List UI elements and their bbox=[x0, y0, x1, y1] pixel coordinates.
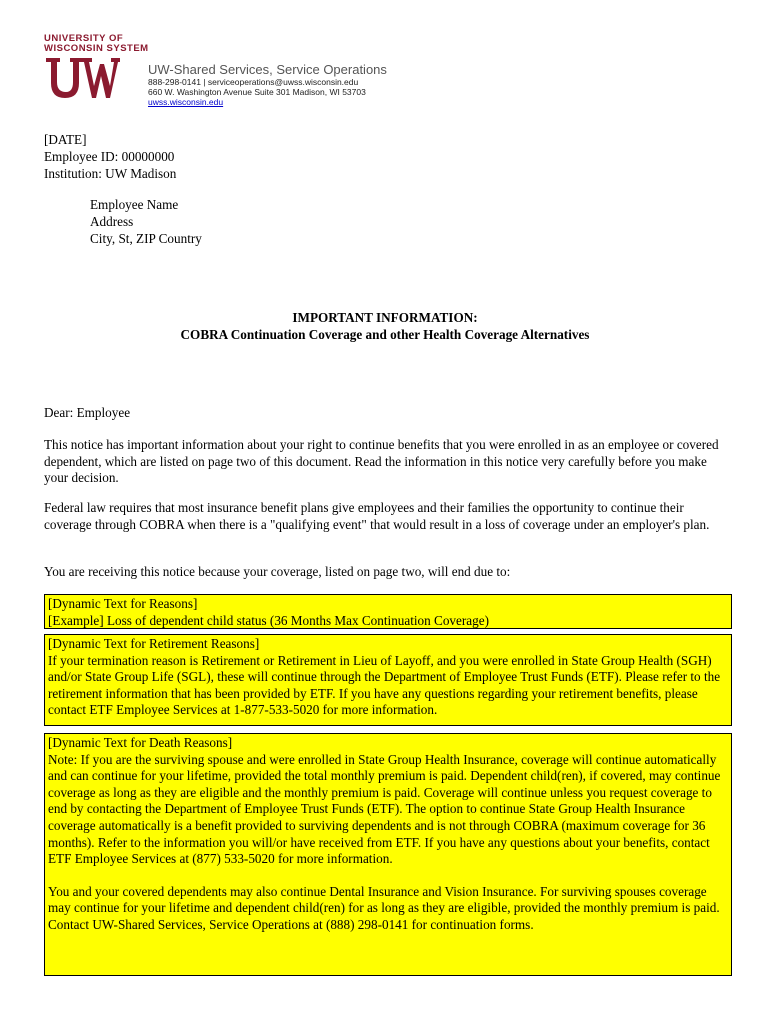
document-title: IMPORTANT INFORMATION: bbox=[292, 310, 478, 325]
logo-text-line1: UNIVERSITY OF bbox=[44, 33, 124, 44]
uw-logo-mark bbox=[44, 56, 120, 100]
institution: Institution: UW Madison bbox=[44, 166, 177, 181]
intro-paragraph: This notice has important information about your right to continue benefits that you were enrolled in as an employee or covered dependent, which are listed on page two of this document. Read the information in this notice very carefully before you make your decision. bbox=[44, 437, 719, 485]
federal-law-paragraph: Federal law requires that most insurance benefit plans give employees and their families the opportunity to continue their coverage through COBRA when there is a "qualifying event" that would result in a loss of coverage under an employer's plan. bbox=[44, 500, 710, 532]
letter-date: [DATE] bbox=[44, 132, 87, 147]
retirement-text: If your termination reason is Retirement or Retirement in Lieu of Layoff, and you were enrolled in State Group Health (SGH) and/or State Group Life (SGL), these will continue through the Department of Employee Trust Funds (ETF). Please refer to the retirement information that has been provided by ETF. If you have any questions regarding your retirement benefits, please contact ETF Employee Services at 1-877-533-5020 for more information. bbox=[48, 652, 721, 718]
employee-id: Employee ID: 00000000 bbox=[44, 149, 175, 164]
letterhead-contact: 888-298-0141 | serviceoperations@uwss.wisconsin.edu bbox=[148, 77, 359, 87]
death-heading: [Dynamic Text for Death Reasons] bbox=[48, 735, 233, 750]
letterhead-organization: UW-Shared Services, Service Operations bbox=[148, 62, 387, 77]
death-note-text: Note: If you are the surviving spouse and were enrolled in State Group Health Insurance, coverage will continue automatically and can continue for your lifetime, provided the total monthly premium is paid. Dependent child(ren), if covered, may continue coverage as long as they are eligible and the monthly premium is paid. Coverage will continue unless you request coverage to end by contacting the Department of Employee Trust Funds (ETF). The option to continue State Group Health Insurance coverage automatically is a benefit provided to surviving dependents and is not through COBRA (maximum coverage for 36 months). Refer to the information you will/or have received from ETF. If you have any questions about your benefits, contact ETF Employee Services at (877) 533-5020 for more information. bbox=[48, 751, 721, 867]
university-logo bbox=[44, 33, 149, 100]
logo-text-line2: WISCONSIN SYSTEM bbox=[44, 43, 149, 54]
retirement-heading: [Dynamic Text for Retirement Reasons] bbox=[48, 636, 260, 651]
death-dental-vision-text: You and your covered dependents may also continue Dental Insurance and Vision Insurance. For surviving spouses coverage may continue for your lifetime and dependent child(ren) for as long as they are eligible, provided the monthly premium is paid. Contact UW-Shared Services, Service Operations at (888) 298-0141 for continuation forms. bbox=[48, 883, 720, 932]
retirement-reasons-box bbox=[44, 634, 732, 726]
document-subtitle: COBRA Continuation Coverage and other Health Coverage Alternatives bbox=[180, 327, 590, 342]
letterhead-address: 660 W. Washington Avenue Suite 301 Madison, WI 53703 bbox=[148, 87, 366, 97]
letterhead-website-link[interactable]: uwss.wisconsin.edu bbox=[148, 97, 224, 107]
letterhead bbox=[148, 62, 387, 107]
recipient-city: City, St, ZIP Country bbox=[90, 231, 202, 246]
recipient-name: Employee Name bbox=[90, 197, 179, 212]
reasons-heading: [Dynamic Text for Reasons] bbox=[48, 596, 198, 611]
reasons-box bbox=[44, 594, 732, 629]
recipient-address: Address bbox=[90, 214, 134, 229]
reason-intro-paragraph: You are receiving this notice because your coverage, listed on page two, will end due to: bbox=[44, 564, 511, 579]
salutation: Dear: Employee bbox=[44, 405, 131, 420]
death-reasons-box bbox=[44, 733, 732, 976]
reasons-example: [Example] Loss of dependent child status (36 Months Max Continuation Coverage) bbox=[48, 612, 489, 628]
